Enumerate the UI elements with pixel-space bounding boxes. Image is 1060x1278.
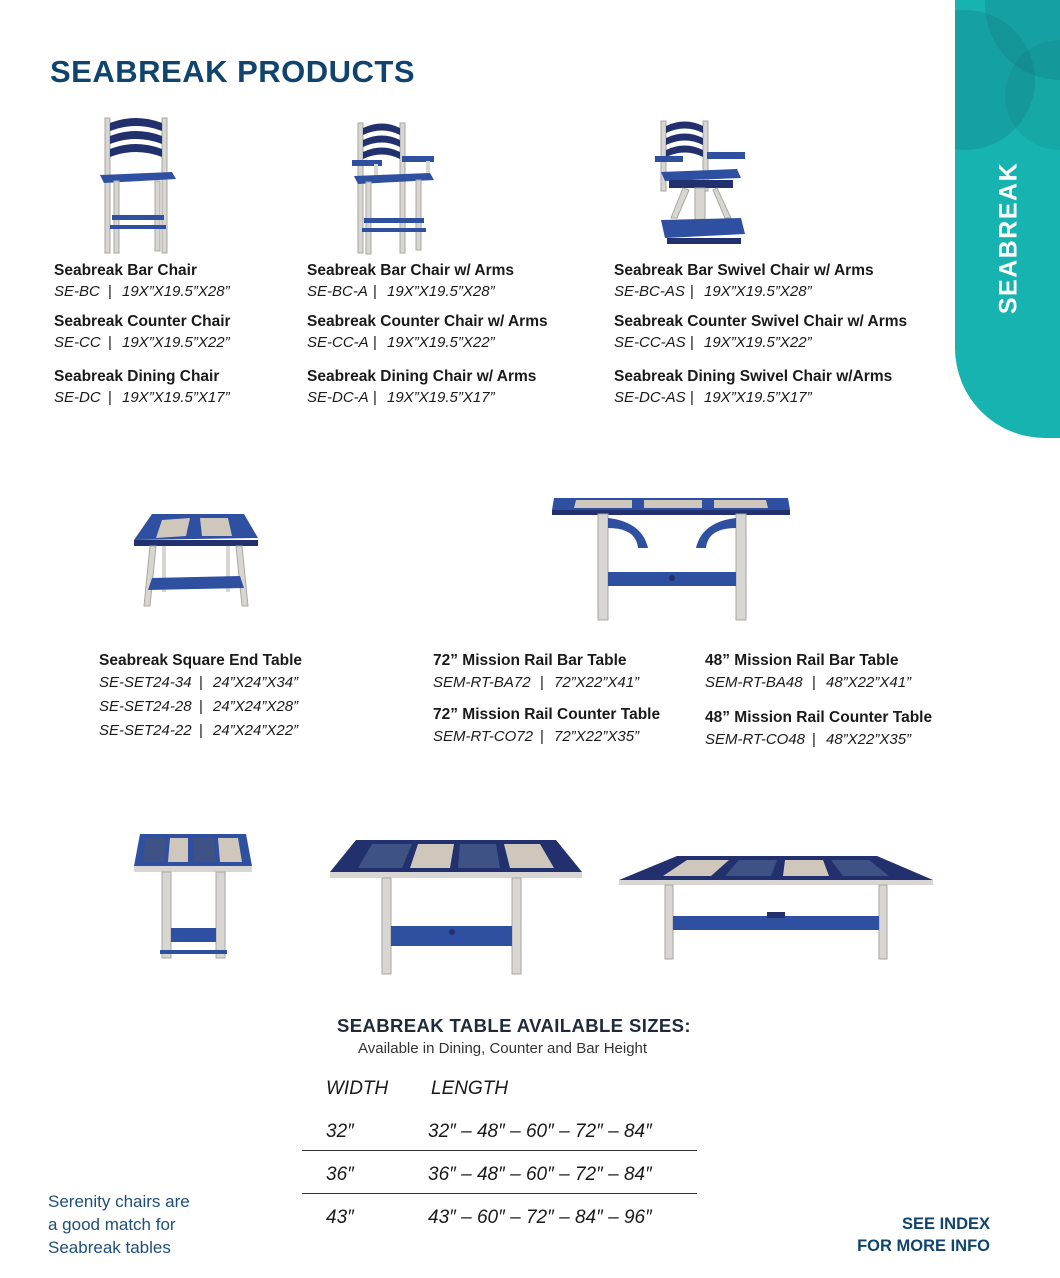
- product-dims: 19X”X19.5”X17”: [387, 389, 495, 406]
- section-tab-label: SEABREAK: [994, 161, 1023, 315]
- separator: |: [199, 674, 203, 691]
- product-dims: 19X”X19.5”X22”: [387, 334, 495, 351]
- separator: |: [199, 698, 203, 715]
- product-dims: 48”X22”X35”: [826, 731, 912, 748]
- product-sku: SE-CC-AS: [614, 334, 686, 351]
- row-divider: [302, 1150, 697, 1151]
- product-dims: 19X”X19.5”X28”: [122, 283, 230, 300]
- product-sku: SE-BC-A: [307, 283, 368, 300]
- separator: |: [540, 674, 544, 691]
- product-dims: 19X”X19.5”X22”: [704, 334, 812, 351]
- product-sku: SEM-RT-CO72: [433, 728, 534, 745]
- long-table-image: [328, 836, 584, 976]
- product-name: Seabreak Bar Swivel Chair w/ Arms: [614, 262, 874, 279]
- product-sku: SE-BC-AS: [614, 283, 685, 300]
- see-index-line: SEE INDEX: [901, 1215, 990, 1233]
- size-width: 36″: [326, 1164, 354, 1185]
- swivel-chair-arms-image: [655, 118, 750, 253]
- product-sku-line: [614, 334, 812, 351]
- product-sku-line: [99, 722, 298, 739]
- bar-chair-arms-image: [350, 120, 440, 260]
- separator: |: [690, 334, 694, 351]
- separator: |: [108, 283, 112, 300]
- product-sku: SE-SET24-28: [99, 698, 192, 715]
- product-name: Seabreak Bar Chair: [54, 262, 198, 279]
- size-width: 43″: [326, 1207, 354, 1228]
- pairing-note: [48, 1190, 190, 1259]
- product-name: Seabreak Counter Chair w/ Arms: [307, 313, 548, 330]
- product-sku-line: [307, 283, 495, 300]
- product-name: Seabreak Square End Table: [99, 652, 303, 669]
- end-table-image: [132, 512, 260, 608]
- product-sku-line: [307, 334, 495, 351]
- product-sku-line: [433, 728, 639, 745]
- product-sku-line: [614, 283, 812, 300]
- see-index-link[interactable]: [830, 1213, 990, 1257]
- product-sku: SE-DC: [54, 389, 101, 406]
- product-name: Seabreak Dining Chair: [54, 368, 220, 385]
- product-sku-line: [54, 334, 230, 351]
- product-sku-line: [54, 389, 230, 406]
- product-sku-line: [99, 698, 298, 715]
- product-sku: SEM-RT-CO48: [705, 731, 806, 748]
- product-dims: 24”X24”X28”: [213, 698, 299, 715]
- product-dims: 24”X24”X34”: [213, 674, 299, 691]
- size-lengths: 32″ – 48″ – 60″ – 72″ – 84″: [428, 1121, 652, 1142]
- pairing-note-line: a good match for: [48, 1215, 176, 1234]
- product-name: Seabreak Dining Chair w/ Arms: [307, 368, 537, 385]
- pairing-note-line: Serenity chairs are: [48, 1192, 190, 1211]
- separator: |: [199, 722, 203, 739]
- separator: |: [690, 389, 694, 406]
- product-sku: SE-BC: [54, 283, 100, 300]
- section-tab: [955, 0, 1060, 438]
- size-width: 32″: [326, 1121, 354, 1142]
- product-sku-line: [614, 389, 812, 406]
- product-sku: SE-DC-A: [307, 389, 369, 406]
- sizes-title: SEABREAK TABLE AVAILABLE SIZES:: [337, 1015, 691, 1036]
- see-index-line: FOR MORE INFO: [857, 1237, 990, 1255]
- length-header: LENGTH: [431, 1078, 509, 1099]
- product-dims: 19X”X19.5”X17”: [122, 389, 230, 406]
- product-dims: 19X”X19.5”X28”: [704, 283, 812, 300]
- product-name: 48” Mission Rail Counter Table: [705, 709, 933, 726]
- product-sku-line: [705, 731, 911, 748]
- mission-bar-table-image: [552, 492, 792, 624]
- product-sku-line: [705, 674, 911, 691]
- separator: |: [108, 334, 112, 351]
- product-sku: SE-SET24-22: [99, 722, 192, 739]
- product-dims: 19X”X19.5”X28”: [387, 283, 495, 300]
- product-sku-line: [433, 674, 639, 691]
- product-sku: SE-SET24-34: [99, 674, 192, 691]
- product-name: Seabreak Counter Swivel Chair w/ Arms: [614, 313, 908, 330]
- product-name: Seabreak Dining Swivel Chair w/Arms: [614, 368, 893, 385]
- product-name: Seabreak Bar Chair w/ Arms: [307, 262, 515, 279]
- separator: |: [373, 283, 377, 300]
- bar-chair-image: [100, 115, 182, 257]
- sizes-subtitle: Available in Dining, Counter and Bar Height: [358, 1040, 648, 1057]
- product-name: 72” Mission Rail Bar Table: [433, 652, 627, 669]
- product-sku: SE-DC-AS: [614, 389, 686, 406]
- product-name: 72” Mission Rail Counter Table: [433, 706, 661, 723]
- width-header: WIDTH: [326, 1078, 389, 1099]
- separator: |: [373, 334, 377, 351]
- separator: |: [812, 674, 816, 691]
- separator: |: [373, 389, 377, 406]
- product-sku-line: [99, 674, 298, 691]
- product-sku: SEM-RT-BA72: [433, 674, 531, 691]
- product-sku: SE-CC: [54, 334, 101, 351]
- product-name: Seabreak Counter Chair: [54, 313, 231, 330]
- row-divider: [302, 1193, 697, 1194]
- product-dims: 72”X22”X41”: [554, 674, 640, 691]
- product-sku-line: [54, 283, 230, 300]
- square-table-image: [132, 832, 254, 960]
- product-sku: SEM-RT-BA48: [705, 674, 803, 691]
- page-title: SEABREAK PRODUCTS: [50, 54, 416, 89]
- size-lengths: 36″ – 48″ – 60″ – 72″ – 84″: [428, 1164, 652, 1185]
- product-dims: 19X”X19.5”X22”: [122, 334, 230, 351]
- product-dims: 72”X22”X35”: [554, 728, 640, 745]
- product-name: 48” Mission Rail Bar Table: [705, 652, 899, 669]
- pairing-note-line: Seabreak tables: [48, 1238, 171, 1257]
- size-lengths: 43″ – 60″ – 72″ – 84″ – 96″: [428, 1207, 652, 1228]
- extra-long-table-image: [617, 854, 937, 964]
- product-sku-line: [307, 389, 495, 406]
- separator: |: [812, 731, 816, 748]
- separator: |: [108, 389, 112, 406]
- product-sku: SE-CC-A: [307, 334, 369, 351]
- separator: |: [540, 728, 544, 745]
- separator: |: [690, 283, 694, 300]
- product-dims: 24”X24”X22”: [213, 722, 299, 739]
- product-dims: 48”X22”X41”: [826, 674, 912, 691]
- product-dims: 19X”X19.5”X17”: [704, 389, 812, 406]
